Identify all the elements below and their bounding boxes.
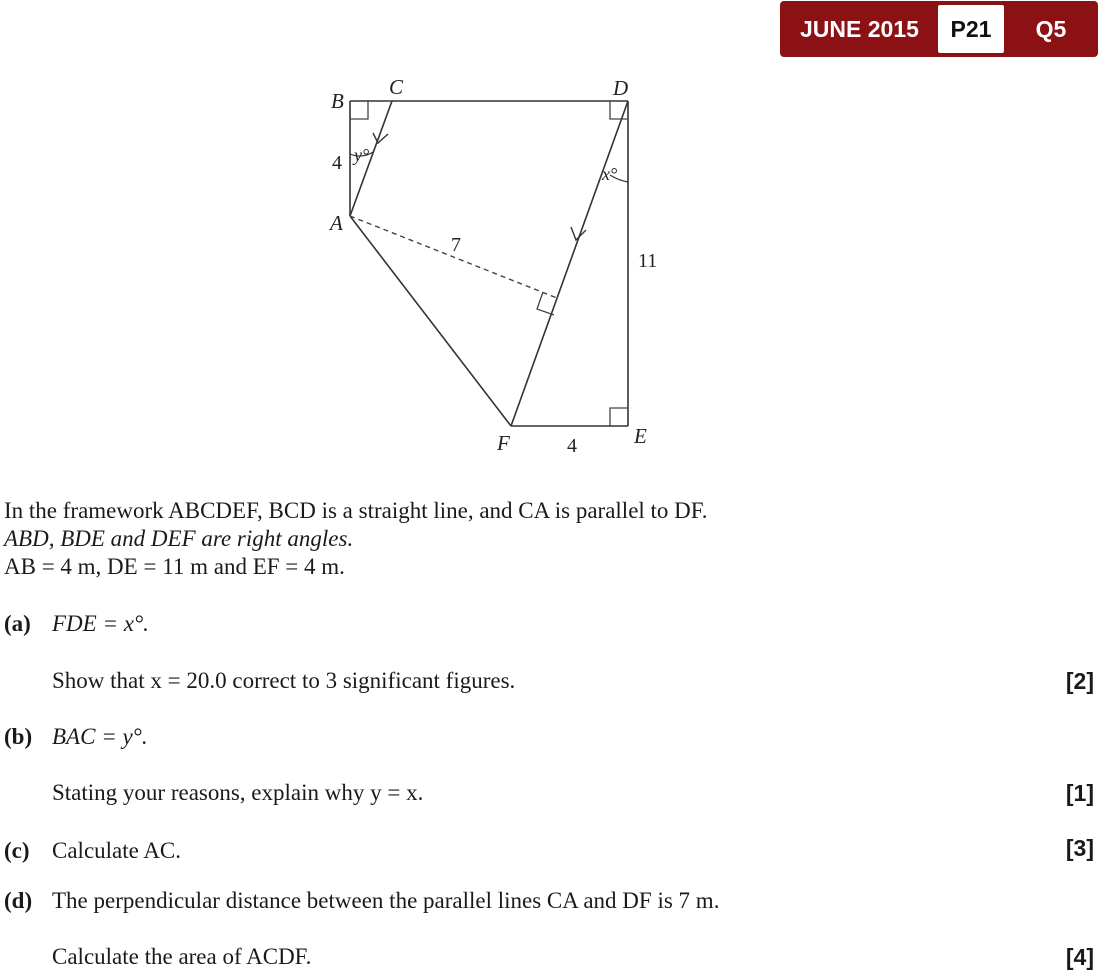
paper-reference-badge	[780, 1, 1098, 57]
point-label-a: A	[330, 211, 343, 235]
question-number: Q5	[1035, 15, 1067, 42]
part-b-task: Stating your reasons, explain why y = x.	[52, 780, 424, 805]
point-label-d: D	[613, 76, 629, 100]
exam-date: JUNE 2015	[800, 15, 919, 42]
part-c-marks: [3]	[1065, 835, 1094, 861]
intro-line-2: ABD, BDE and DEF are right angles.	[4, 526, 354, 551]
part-b-given: BAC = y°.	[52, 724, 148, 749]
intro-line-3: AB = 4 m, DE = 11 m and EF = 4 m.	[4, 554, 345, 579]
length-label-ef: 4	[567, 435, 577, 457]
angle-label-y: y°	[354, 145, 370, 165]
line-df	[511, 101, 628, 426]
point-label-c: C	[389, 75, 404, 99]
paper-code: P21	[938, 5, 1004, 53]
point-label-e: E	[634, 424, 647, 448]
length-label-de: 11	[638, 250, 658, 272]
right-angle-b	[350, 101, 368, 119]
part-d-task: Calculate the area of ACDF.	[52, 944, 312, 969]
part-d-marks: [4]	[1065, 944, 1094, 970]
length-label-ab: 4	[332, 152, 342, 174]
point-label-f: F	[497, 431, 510, 455]
part-c-label: (c)	[4, 838, 30, 863]
right-angle-e	[610, 408, 628, 426]
part-a-marks: [2]	[1065, 668, 1094, 694]
intro-line-1: In the framework ABCDEF, BCD is a straight line, and CA is parallel to DF.	[4, 498, 708, 523]
framework-diagram	[300, 70, 700, 465]
angle-label-x: x°	[602, 164, 618, 184]
parallel-arrow-df	[571, 227, 586, 240]
part-b-label: (b)	[4, 724, 33, 749]
length-label-perp: 7	[451, 234, 461, 256]
part-d-label: (d)	[4, 888, 33, 913]
part-b-marks: [1]	[1065, 780, 1094, 806]
part-a-label: (a)	[4, 611, 31, 636]
part-a-task: Show that x = 20.0 correct to 3 significant figures.	[52, 668, 516, 693]
part-d-given: The perpendicular distance between the parallel lines CA and DF is 7 m.	[52, 888, 720, 913]
point-label-b: B	[331, 89, 344, 113]
line-af	[350, 216, 511, 426]
part-a-given: FDE = x°.	[52, 611, 149, 636]
part-c-task: Calculate AC.	[52, 838, 182, 863]
